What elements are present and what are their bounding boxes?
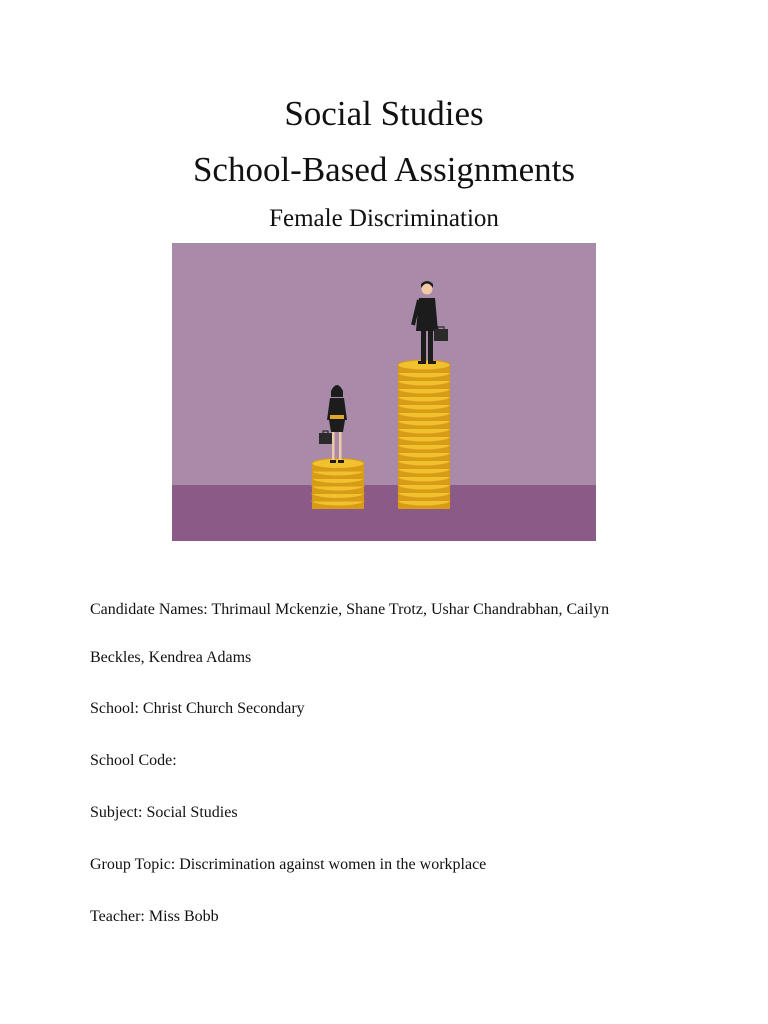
group-topic-field: Group Topic: Discrimination against women in the workplace: [90, 856, 487, 873]
school-field: School: Christ Church Secondary: [90, 700, 305, 717]
cover-illustration: [172, 243, 596, 541]
tall-coin-stack: [398, 360, 450, 509]
title-line-1: Social Studies: [284, 94, 484, 133]
school-code-field: School Code:: [90, 752, 177, 769]
illustration-floor: [172, 485, 596, 541]
subject-field: Subject: Social Studies: [90, 804, 238, 821]
subtitle: Female Discrimination: [269, 205, 499, 232]
candidate-names-line-2: Beckles, Kendrea Adams: [90, 649, 252, 666]
teacher-field: Teacher: Miss Bobb: [90, 908, 219, 925]
title-line-2: School-Based Assignments: [192, 150, 576, 189]
candidate-names-line-1: Candidate Names: Thrimaul Mckenzie, Shane Trotz, Ushar Chandrabhan, Cailyn: [90, 601, 610, 618]
short-coin-stack: [312, 459, 364, 510]
